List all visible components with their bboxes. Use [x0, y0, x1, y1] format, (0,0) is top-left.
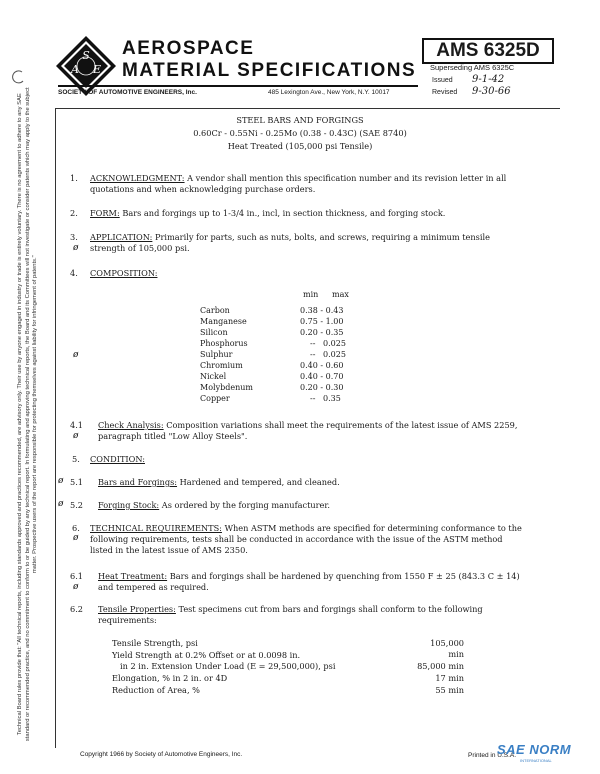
tensile-label: Yield Strength at 0.2% Offset or at 0.0098 in. — [112, 650, 301, 660]
composition-col-max: max — [332, 290, 349, 299]
section-text: Test specimens cut from bars and forgings shall conform to the following — [178, 604, 483, 614]
element-name: Phosphorus — [200, 339, 248, 348]
section-heading: FORM: — [90, 208, 120, 218]
table-row — [200, 306, 360, 317]
revised-label: Revised — [432, 89, 458, 96]
section-heat-treatment — [98, 571, 520, 582]
section-text: Bars and forgings shall be hardened by quenching from 1550 F ± 25 (843.3 C ± 14) — [169, 571, 520, 581]
header-rule — [58, 85, 418, 87]
section-text: listed in the latest issue of AMS 2350. — [90, 545, 248, 555]
section-text: paragraph titled "Low Alloy Steels". — [98, 431, 248, 441]
section-text: Composition variations shall meet the requirements of the latest issue of AMS 2259, — [166, 420, 518, 430]
spec-subtitle: 0.60Cr - 0.55Ni - 0.25Mo (0.38 - 0.43C) (SAE 8740) — [193, 128, 407, 138]
sae-logo — [55, 35, 117, 97]
section-number: 5. — [72, 454, 80, 464]
revised-date: 9-30-66 — [472, 86, 511, 97]
section-number: 3. — [70, 232, 78, 242]
tensile-label: in 2 in. Extension Under Load (E = 29,500,000), psi — [120, 661, 336, 671]
element-range: 0.40 - 0.60 — [300, 361, 344, 370]
issued-label: Issued — [432, 77, 453, 84]
table-row — [200, 383, 360, 394]
section-form — [90, 208, 445, 219]
section-technical-requirements — [90, 523, 522, 534]
section-number: 1. — [70, 173, 78, 183]
section-text: A vendor shall mention this specification number and its revision letter in all — [187, 173, 507, 183]
section-number: 4.1 — [70, 420, 84, 430]
table-row — [200, 350, 360, 361]
section-text: As ordered by the forging manufacturer. — [161, 500, 331, 510]
section-text: Hardened and tempered, and cleaned. — [179, 477, 340, 487]
element-name: Copper — [200, 394, 230, 403]
table-row — [200, 317, 360, 328]
section-text: When ASTM methods are specified for determining conformance to the — [224, 523, 522, 533]
section-acknowledgment — [90, 173, 560, 184]
section-heading: TECHNICAL REQUIREMENTS: — [90, 523, 222, 533]
table-row — [200, 372, 360, 383]
element-range: 0.40 - 0.70 — [300, 372, 344, 381]
revision-mark: ø — [73, 243, 79, 253]
table-row — [200, 339, 360, 350]
section-condition-heading: CONDITION: — [90, 454, 145, 464]
section-text: strength of 105,000 psi. — [90, 243, 190, 253]
copyright: Copyright 1966 by Society of Automotive Engineers, Inc. — [80, 751, 243, 758]
section-heading: APPLICATION: — [90, 232, 153, 242]
element-range: 0.20 - 0.35 — [300, 328, 344, 337]
section-text: following requirements, tests shall be conducted in accordance with the issue of the ASTM method — [90, 534, 503, 544]
legal-side-note: Technical Board rules provide that: "All technical reports, including standards approved and practices recommended, are advisory only. Their use by anyone engaged in industry or trade is entirely voluntary. There is no agreement to adhere to any SAE standard or recommended practice, and no commitment to conform to or be guided by any technical report. In formulating and approving technical reports, the Board and its Committees will not investigate or consider patents which may apply to the subject matter. Prospective users of the report are responsible for protecting themselves against liability for infringement of patents." — [16, 87, 38, 742]
section-forging-stock — [98, 500, 330, 511]
top-content-rule — [55, 108, 560, 109]
tensile-value: 55 min — [435, 685, 464, 695]
section-text: Bars and forgings up to 1-3/4 in., incl, in section thickness, and forging stock. — [122, 208, 446, 218]
section-application — [90, 232, 490, 243]
section-text: quotations and when acknowledging purchase orders. — [90, 184, 316, 194]
punch-hole-icon — [12, 70, 26, 84]
revision-mark: ø — [58, 476, 64, 486]
composition-col-min: min — [303, 290, 319, 299]
section-heading: Bars and Forgings: — [98, 477, 178, 487]
svg-text:E: E — [92, 63, 102, 76]
section-heading: Forging Stock: — [98, 500, 160, 510]
element-range: 0.20 - 0.30 — [300, 383, 344, 392]
element-name: Molybdenum — [200, 383, 253, 392]
section-text: and tempered as required. — [98, 582, 209, 592]
superseding-note: Superseding AMS 6325C — [430, 63, 515, 72]
section-check-analysis — [98, 420, 517, 431]
element-name: Sulphur — [200, 350, 233, 359]
section-bars-forgings — [98, 477, 340, 488]
society-name: SOCIETY OF AUTOMOTIVE ENGINEERS, Inc. — [58, 89, 197, 96]
section-heading: Check Analysis: — [98, 420, 164, 430]
element-name: Manganese — [200, 317, 247, 326]
element-range: -- 0.025 — [310, 339, 346, 348]
tensile-label: Elongation, % in 2 in. or 4D — [112, 673, 228, 683]
element-name: Nickel — [200, 372, 227, 381]
tensile-label: Reduction of Area, % — [112, 685, 200, 695]
element-range: -- 0.025 — [310, 350, 346, 359]
svg-text:S: S — [82, 49, 90, 62]
section-number: 5.2 — [70, 500, 84, 510]
issued-date: 9-1-42 — [472, 74, 505, 85]
composition-table — [200, 306, 360, 405]
element-range: 0.75 - 1.00 — [300, 317, 344, 326]
revision-mark: ø — [73, 431, 79, 441]
element-name: Silicon — [200, 328, 228, 337]
tensile-value: 105,000 min — [430, 638, 464, 659]
element-name: Carbon — [200, 306, 230, 315]
revision-mark: ø — [73, 533, 79, 543]
tensile-value: 85,000 min — [417, 661, 464, 671]
tensile-label: Tensile Strength, psi — [112, 638, 198, 648]
section-number: 2. — [70, 208, 78, 218]
section-number: 6.2 — [70, 604, 84, 614]
section-heading: ACKNOWLEDGMENT: — [90, 173, 185, 183]
section-text: Primarily for parts, such as nuts, bolts, and screws, requiring a minimum tensile — [154, 232, 490, 242]
section-heading: Heat Treatment: — [98, 571, 168, 581]
section-tensile-properties — [98, 604, 483, 615]
spec-condition-title: Heat Treated (105,000 psi Tensile) — [227, 141, 373, 151]
section-number: 5.1 — [70, 477, 84, 487]
revision-mark: ø — [73, 350, 79, 360]
section-number: 4. — [70, 268, 78, 278]
printed-in: Printed in U.S.A. — [468, 752, 517, 759]
spec-number: AMS 6325D — [422, 38, 554, 64]
section-composition-heading: COMPOSITION: — [90, 268, 158, 278]
spec-title: STEEL BARS AND FORGINGS — [236, 115, 364, 125]
section-number: 6. — [72, 523, 80, 533]
section-number: 6.1 — [70, 571, 84, 581]
header-title-line1: AEROSPACE — [122, 38, 255, 59]
header-title-line2: MATERIAL SPECIFICATIONS — [122, 60, 417, 81]
element-range: 0.38 - 0.43 — [300, 306, 344, 315]
table-row — [200, 328, 360, 339]
element-name: Chromium — [200, 361, 243, 370]
left-margin-rule — [55, 108, 56, 748]
element-range: -- 0.35 — [310, 394, 341, 403]
table-row — [200, 394, 360, 405]
watermark-logo: SAE NORM — [497, 742, 572, 757]
svg-text:A: A — [71, 63, 79, 76]
table-row — [200, 361, 360, 372]
society-address: 485 Lexington Ave., New York, N.Y. 10017 — [268, 89, 390, 96]
revision-mark: ø — [73, 582, 79, 592]
revision-mark: ø — [58, 499, 64, 509]
tensile-value: 17 min — [435, 673, 464, 683]
watermark-sub: INTERNATIONAL — [520, 758, 552, 763]
section-text: requirements: — [98, 615, 157, 625]
section-heading: Tensile Properties: — [98, 604, 176, 614]
